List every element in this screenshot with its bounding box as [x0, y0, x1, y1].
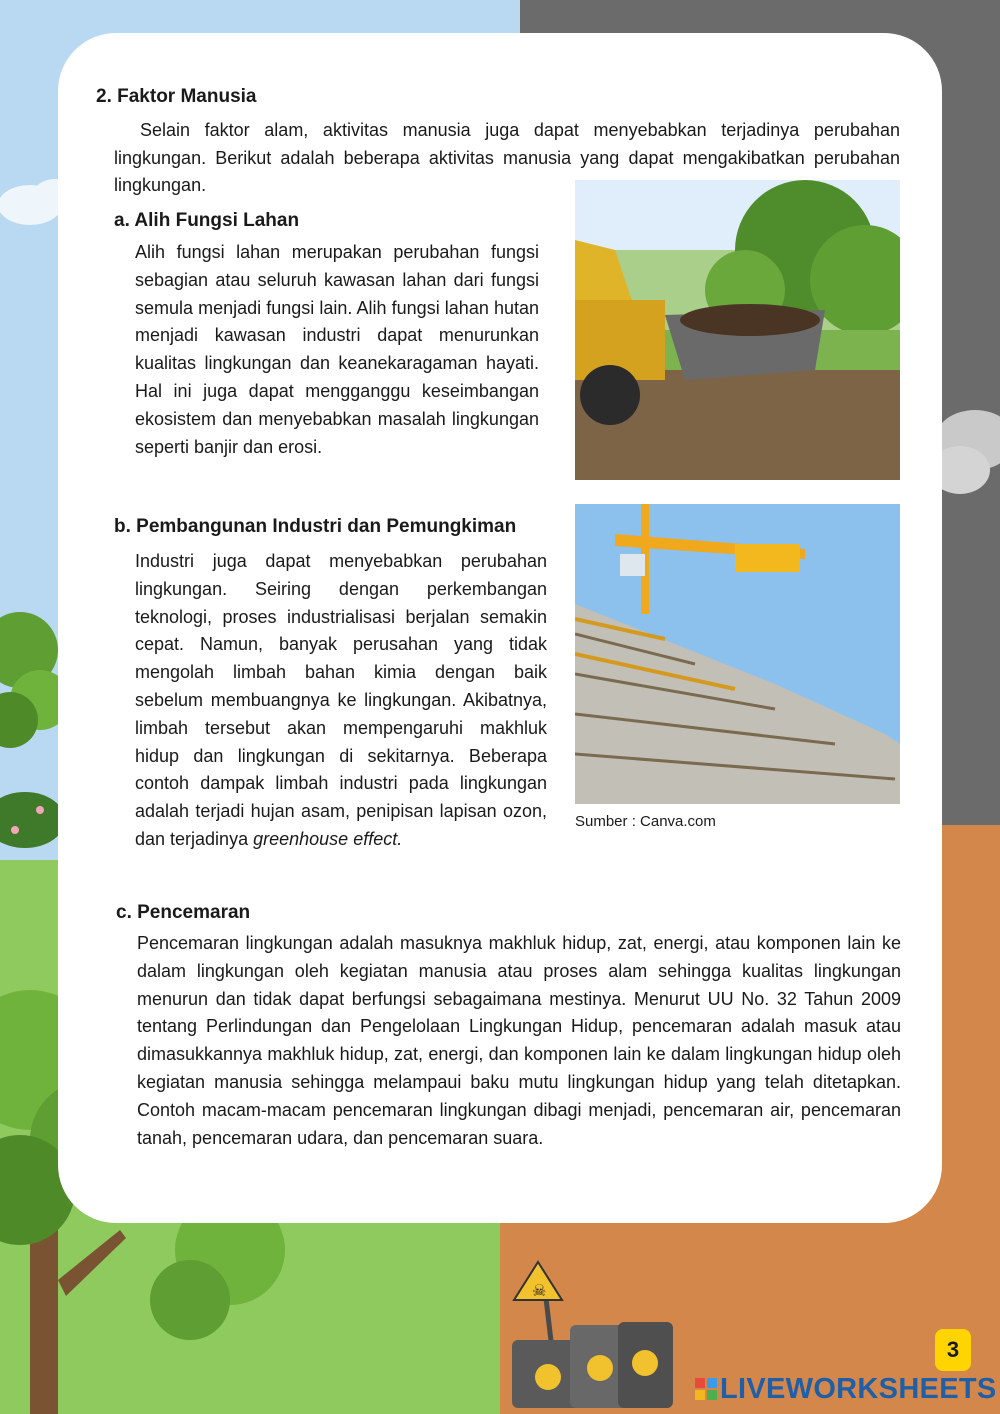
liveworksheets-logo-icon — [695, 1378, 717, 1400]
section-title: 2. Faktor Manusia — [96, 86, 257, 107]
page-number: 3 — [935, 1329, 971, 1371]
bush-icon — [0, 792, 65, 848]
subsection-b-body — [135, 548, 547, 854]
subsection-b-text: Industri juga dapat menyebabkan perubahan lingkungan. Seiring dengan perkembangan teknologi, proses industrialisasi berjalan semakin cepat. Namun, banyak perusahan yang tidak mengolah limbah bahan kimia dengan baik sebelum membuangnya ke lingkungan. Akibatnya, limbah tersebut akan mempengaruhi makhluk hidup dan lingkungan di sekitarnya. Beberapa contoh dampak limbah industri pada lingkungan adalah terjadi hujan asam, penipisan lapisan ozon, dan terjadinya — [135, 551, 547, 849]
subsection-c-title: c. Pencemaran — [116, 902, 251, 923]
image-caption: Sumber : Canva.com — [575, 813, 716, 830]
subsection-b-italic: greenhouse effect. — [253, 828, 403, 849]
subsection-c-body: Pencemaran lingkungan adalah masuknya makhluk hidup, zat, energi, atau komponen lain ke dalam lingkungan oleh kegiatan manusia atau proses alam sehingga kualitas lingkungan menurun dan tidak dapat berfungsi sebagaimana mestinya. Menurut UU No. 32 Tahun 2009 tentang Perlindungan dan Pengelolaan Lingkungan Hidup, pencemaran adalah masuk atau dimasukkannya makhluk hidup, zat, energi, dan komponen lain ke dalam lingkungan hidup oleh kegiatan manusia sehingga melampaui baku mutu lingkungan hidup yang telah ditetapkan. Contoh macam-macam pencemaran lingkungan dibagi menjadi, pencemaran air, pencemaran tanah, pencemaran udara, dan pencemaran suara. — [137, 933, 901, 1148]
svg-text:☠: ☠ — [532, 1281, 547, 1300]
construction-photo — [575, 504, 900, 804]
subsection-a-body: Alih fungsi lahan merupakan perubahan fungsi sebagian atau seluruh kawasan lahan dari fungsi semula menjadi fungsi lain. Alih fungsi lahan hutan menjadi kawasan industri dapat menurunkan kualitas lingkungan dan keanekaragaman hayati. Hal ini juga dapat mengganggu keseimbangan ekosistem dan menyebabkan masalah lingkungan seperti banjir dan erosi. — [135, 242, 539, 457]
liveworksheets-logo[interactable] — [695, 1373, 997, 1406]
toxic-waste-icon — [512, 1262, 673, 1408]
brand-name: LIVEWORKSHEETS — [720, 1373, 997, 1405]
section-intro: Selain faktor alam, aktivitas manusia juga dapat menyebabkan terjadinya perubahan lingkungan. Berikut adalah beberapa aktivitas manusia yang dapat mengakibatkan perubahan lingkungan. — [114, 120, 900, 196]
subsection-a-title: a. Alih Fungsi Lahan — [114, 210, 300, 231]
excavator-photo — [575, 180, 900, 480]
subsection-b-title: b. Pembangunan Industri dan Pemungkiman — [114, 516, 517, 537]
